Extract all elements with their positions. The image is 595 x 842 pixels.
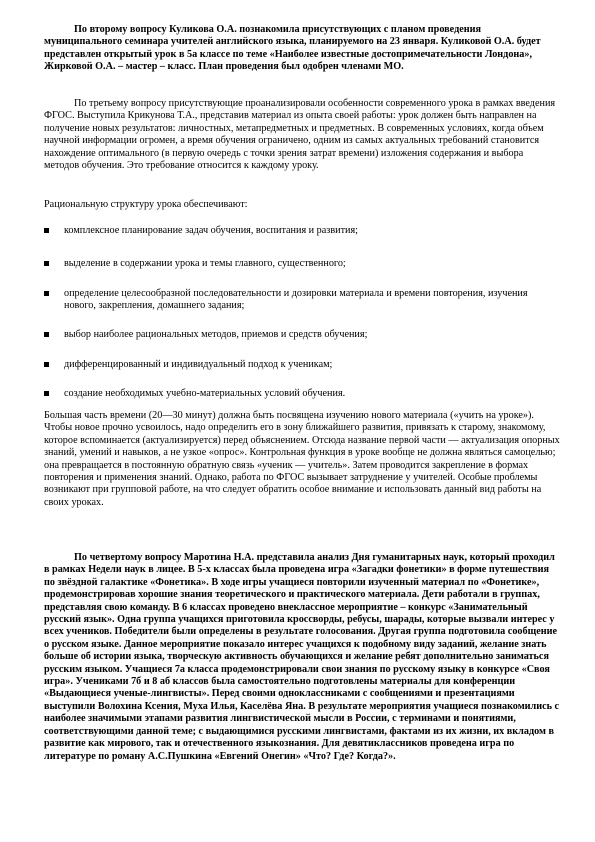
bullet-square-icon [44, 391, 49, 396]
paragraph-second-question: По второму вопросу Куликова О.А. познакомила присутствующих с планом проведения муниципального семинара учителей английского языка, планируемого на 23 января. Куликовой О.А. будет представлен открытый урок в 5а классе по теме «Наиболее известные достопримечательности Лондона», Жирковой О.А. – мастер – класс. План проведения был одобрен членами МО. [44, 24, 541, 73]
bullet-square-icon [44, 362, 49, 367]
list-item-text: выбор наиболее рациональных методов, приемов и средств обучения; [64, 329, 368, 340]
bullet-square-icon [44, 228, 49, 233]
paragraph-lesson-time: Большая часть времени (20—30 минут) должна быть посвящена изучению нового материала («учить на уроке»). Чтобы новое прочно усвоилось, надо определить его в зону ближайшего развития, привязать к старому, знакомому, которое вспоминается (актуализируется) перед объяснением. Отсюда название первой части — актуализация опорных знаний, умений и навыков, а не узкое «опрос». Контрольная функция в уроке вообще не должна являться самоцелью; она превращается в постоянную обратную связь «ученик — учитель». Затем проводится закрепление в формах повторения и применения знаний. Однако, работа по ФГОС вызывает затруднение у учителей. Особые проблемы возникают при групповой работе, на что следует обратить особое внимание и использовать данный вид работы на своих уроках. [44, 410, 560, 508]
list-item-text: определение целесообразной последовательности и дозировки материала и времени повторения, изучения нового, закрепления, домашнего задания; [64, 288, 528, 312]
list-item-text: комплексное планирование задач обучения, воспитания и развития; [64, 225, 359, 236]
list-item-text: дифференцированный и индивидуальный подход к ученикам; [64, 359, 333, 370]
list-item-text: выделение в содержании урока и темы главного, существенного; [64, 258, 346, 269]
list-item-text: создание необходимых учебно-материальных условий обучения. [64, 388, 346, 399]
bullet-square-icon [44, 332, 49, 337]
paragraph-structure-intro: Рациональную структуру урока обеспечивают: [44, 199, 248, 210]
bullet-square-icon [44, 291, 49, 296]
paragraph-fourth-question: По четвертому вопросу Маротина Н.А. представила анализ Дня гуманитарных наук, который проходил в рамках Недели наук в лицее. В 5-х классах была проведена игра «Загадки фонетики» в форме путешествия по звёздной галактике «Фонетика». В ходе игры учащиеся повторили изученный материал по «Фонетике», продемонстрировав хорошие знания теоретического и практического материала. Дети работали в группах, представляя свою команду. В 6 классах проведено внеклассное мероприятие – конкурс «Занимательный русский язык». Одна группа учащихся приготовила кроссворды, ребусы, шарады, которые вызвали интерес у всех учеников. Победители были определены в результате голосования. Другая группа подготовила сообщение о русском языке. Данное мероприятие показало интерес учащихся к подобному виду заданий, желание знать больше об истории языка, творческую активность обучающихся и желание ребят дополнительно заниматься русским языком. Учащиеся 7а класса продемонстрировали свои знания по русскому языку в конкурсе «Своя игра». Учениками 7б и 8 аб классов была самостоятельно подготовлены материалы для конференции «Выдающиеся ученые-лингвисты». Перед своими одноклассниками с сообщениями и презентациями выступили Волохина Ксения, Муха Илья, Каселёва Яна. В результате мероприятия учащиеся познакомились с наиболее значимыми этапами развития лингвистической мысли в России, с терминами и понятиями, соответствующими данной теме; с выдающимися русскими лингвистами, фактами из их жизни, их вкладом в развитие как мирового, так и отечественного языкознания. Для девятиклассников проведена игра по литературе по роману А.С.Пушкина «Евгений Онегин» «Что? Где? Когда?». [44, 552, 560, 762]
paragraph-third-question: По третьему вопросу присутствующие проанализировали особенности современного урока в рамках введения ФГОС. Выступила Крикунова Т.А., представив материал из опыта своей работы: урок должен быть направлен на получение новых результатов: личностных, метапредметных и предметных. В современных условиях, когда объем научной информации огромен, а время обучения ограничено, одним из самых актуальных требований становится нахождение оптимального (в первую очередь с точки зрения затрат времени) изложения содержания и выбора методов обучения. Это требование относится к каждому уроку. [44, 98, 556, 172]
bullet-square-icon [44, 261, 49, 266]
